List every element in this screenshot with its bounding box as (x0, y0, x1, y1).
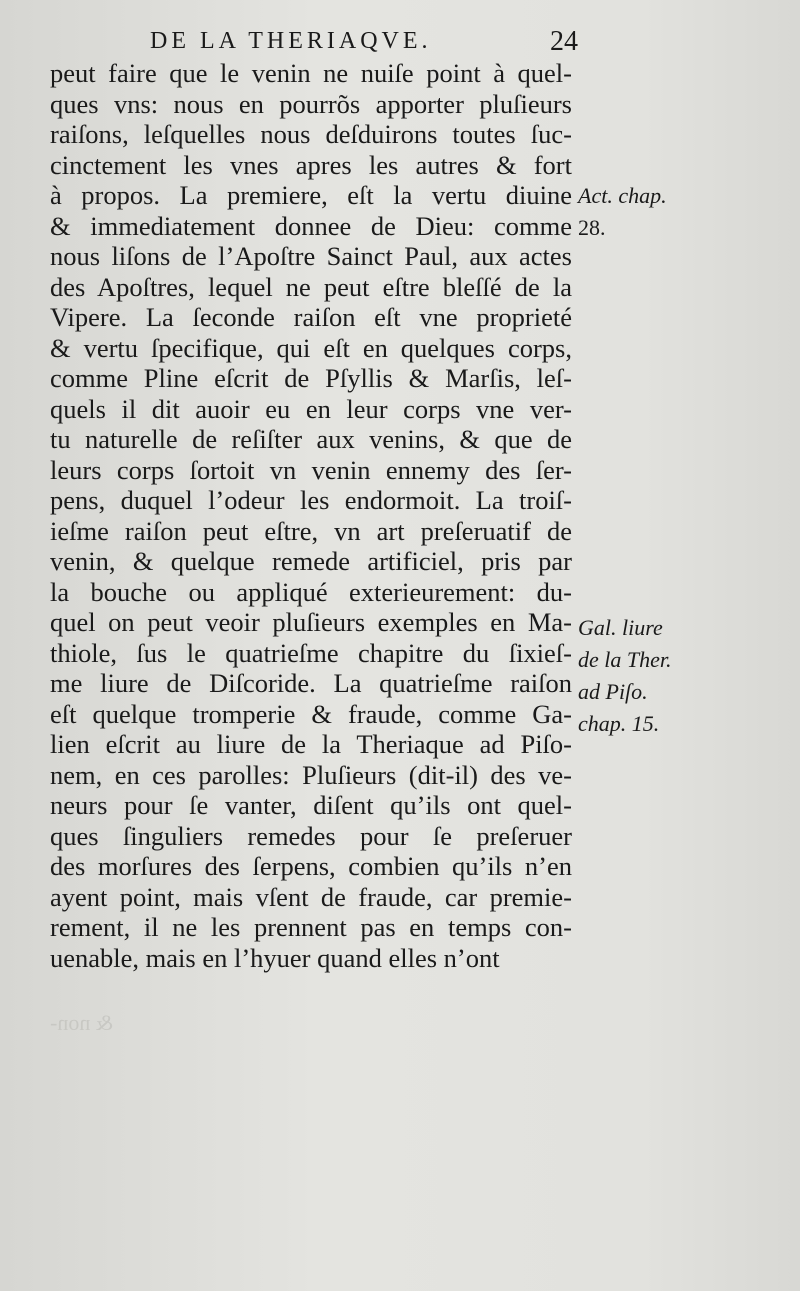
text-line: comme Pline eſcrit de Pſyllis & Marſis, leſ- (50, 363, 572, 393)
text-line: rement, il ne les prennent pas en temps con- (50, 912, 572, 942)
text-line: tu naturelle de reſiſter aux venins, & que de (50, 424, 572, 454)
text-line: pens, duquel l’odeur les endormoit. La troiſ- (50, 485, 572, 515)
text-line: me liure de Diſcoride. La quatrieſme raiſon (50, 668, 572, 698)
margin-note-acts (578, 180, 698, 244)
text-line: nous liſons de l’Apoſtre Sainct Paul, aux actes (50, 241, 572, 271)
text-line: ques ſinguliers remedes pour ſe preſeruer (50, 820, 572, 851)
text-line: eſt quelque tromperie & fraude, comme Ga- (50, 698, 572, 729)
margin-note-line: Act. chap. (578, 183, 667, 208)
text-line: la bouche ou appliqué exterieurement: du- (50, 576, 572, 607)
page-number: 24 (550, 26, 578, 57)
margin-note-line: 28. (578, 215, 606, 240)
text-line: des Apoſtres, lequel ne peut eſtre bleſſé de la (50, 271, 572, 302)
text-line: thiole, ſus le quatrieſme chapitre du ſixieſ- (50, 637, 572, 668)
text-line: ieſme raiſon peut eſtre, vn art preſeruatif de (50, 515, 572, 546)
text-line: & immediatement donnee de Dieu: comme (50, 210, 572, 241)
text-line: & vertu ſpecifique, qui eſt en quelques corps, (50, 332, 572, 363)
margin-note-line: Gal. liure (578, 615, 663, 640)
text-line: neurs pour ſe vanter, diſent qu’ils ont quel- (50, 790, 572, 820)
text-line: nem, en ces parolles: Pluſieurs (dit-il) des ve- (50, 759, 572, 790)
margin-note-line: de la Ther. (578, 647, 672, 672)
margin-note-galen (578, 612, 698, 740)
text-line: lien eſcrit au liure de la Theriaque ad Piſo- (50, 729, 572, 759)
offset-bleed-text: & non- (50, 1010, 113, 1035)
text-line: leurs corps ſortoit vn venin ennemy des ſer- (50, 454, 572, 485)
margin-note-line: chap. 15. (578, 711, 660, 736)
text-line: peut faire que le venin ne nuiſe point à quel- (50, 58, 572, 88)
text-line: quel on peut veoir pluſieurs exemples en Ma- (50, 607, 572, 637)
text-line: Vipere. La ſeconde raiſon eſt vne proprieté (50, 302, 572, 332)
margin-note-line: ad Piſo. (578, 679, 648, 704)
text-line: à propos. La premiere, eſt la vertu diuine (50, 180, 572, 210)
text-line: raiſons, leſquelles nous deſduirons toutes ſuc- (50, 119, 572, 149)
text-line: venin, & quelque remede artificiel, pris par (50, 546, 572, 576)
text-line: quels il dit auoir eu en leur corps vne ver- (50, 393, 572, 424)
body-text (50, 58, 572, 973)
text-line: uenable, mais en l’hyuer quand elles n’ont (50, 942, 500, 973)
running-title: DE LA THERIAQVE. (150, 28, 432, 54)
text-line: ayent point, mais vſent de fraude, car premie- (50, 881, 572, 912)
text-line: ques vns: nous en pourrõs apporter pluſieurs (50, 88, 572, 119)
text-line: des morſures des ſerpens, combien qu’ils n’en (50, 851, 572, 881)
text-line: cinctement les vnes apres les autres & fort (50, 149, 572, 180)
